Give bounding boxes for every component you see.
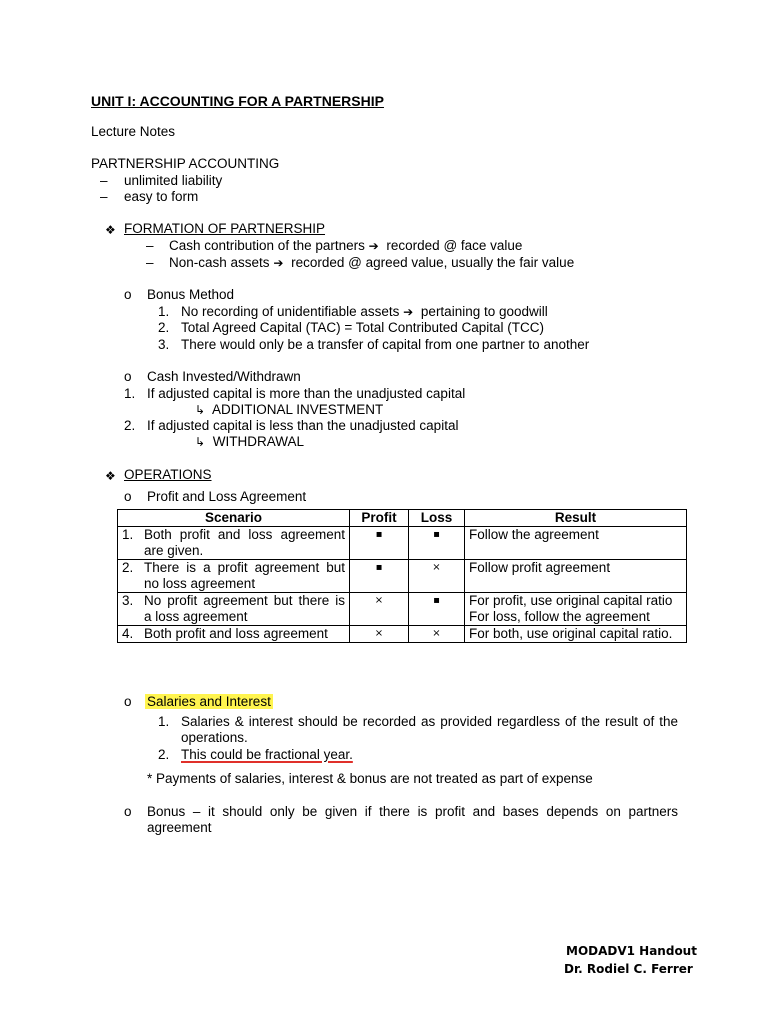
list-number: 2. [124,418,136,433]
scenario-cell: 4. Both profit and loss agreement [118,626,350,643]
bullet-easy-to-form: easy to form [124,189,199,204]
profit-cell: ▪ [350,527,409,560]
operations-heading: OPERATIONS [124,467,212,482]
hook-arrow-icon: ↳ [195,403,206,417]
arrow-icon: ➔ [368,239,379,253]
scenario-cell: 2. There is a profit agreement but no loss agreement [118,560,350,593]
bonus-paragraph: Bonus – it should only be given if there is profit and bases depends on partners agreement [147,804,678,835]
list-number: 1. [158,714,170,729]
table-row [118,593,687,626]
result-cell: Follow the agreement [465,527,687,560]
column-header: Scenario [118,510,350,527]
footer-handout: MODADV1 Handout [566,944,697,958]
arrow-icon: ➔ [403,305,414,319]
page-title: UNIT I: ACCOUNTING FOR A PARTNERSHIP [91,93,384,109]
hook-arrow-icon: ↳ [195,435,206,449]
circle-bullet: o [124,804,132,819]
scenario-cell: 3. No profit agreement but there is a loss agreement [118,593,350,626]
salaries-item-2: This could be fractional year. [181,747,353,762]
profit-cell: × [350,626,409,643]
list-number: 1. [158,304,170,319]
dash-bullet: – [100,173,108,188]
result-cell: Follow profit agreement [465,560,687,593]
diamond-bullet-icon: ❖ [105,469,116,483]
salaries-heading: Salaries and Interest [147,694,271,709]
diamond-bullet-icon: ❖ [105,223,116,237]
table-header-row [118,510,687,527]
lecture-notes-label: Lecture Notes [91,124,176,139]
loss-cell: × [409,626,465,643]
list-number: 2. [158,747,170,762]
salaries-heading-wrap [145,694,273,710]
bonus-method-item-3: There would only be a transfer of capital from one partner to another [181,337,590,352]
bonus-method-heading: Bonus Method [147,287,235,302]
bullet-unlimited-liability: unlimited liability [124,173,223,188]
table-row [118,626,687,643]
loss-cell: ▪ [409,593,465,626]
dash-bullet: – [100,189,108,204]
salaries-item-2-wrap [181,747,353,763]
footer-author: Dr. Rodiel C. Ferrer [564,962,693,976]
result-cell: For profit, use original capital ratio For loss, follow the agreement [465,593,687,626]
cash-invested-heading: Cash Invested/Withdrawn [147,369,301,384]
formation-heading: FORMATION OF PARTNERSHIP [124,221,326,236]
formation-item-1: Cash contribution of the partners ➔ recorded @ face value [169,238,523,253]
partnership-accounting-heading: PARTNERSHIP ACCOUNTING [91,156,280,171]
column-header: Result [465,510,687,527]
circle-bullet: o [124,694,132,709]
column-header: Loss [409,510,465,527]
arrow-icon: ➔ [273,256,284,270]
bonus-method-item-2: Total Agreed Capital (TAC) = Total Contributed Capital (TCC) [181,320,545,335]
circle-bullet: o [124,489,132,504]
bonus-method-item-1: No recording of unidentifiable assets ➔ pertaining to goodwill [181,304,548,319]
profit-cell: ▪ [350,560,409,593]
formation-item-2: Non-cash assets ➔ recorded @ agreed value, usually the fair value [169,255,575,270]
dash-bullet: – [146,255,154,270]
loss-cell: × [409,560,465,593]
pl-agreement-heading: Profit and Loss Agreement [147,489,307,504]
result-cell: For both, use original capital ratio. [465,626,687,643]
list-number: 2. [158,320,170,335]
loss-cell: ▪ [409,527,465,560]
cash-invested-result-1: ↳ ADDITIONAL INVESTMENT [195,402,384,417]
table-row [118,527,687,560]
scenario-cell: 1. Both profit and loss agreement are given. [118,527,350,560]
column-header: Profit [350,510,409,527]
circle-bullet: o [124,287,132,302]
cash-invested-item-2: If adjusted capital is less than the unadjusted capital [147,418,459,433]
dash-bullet: – [146,238,154,253]
cash-invested-result-2: ↳ WITHDRAWAL [195,434,305,449]
cash-invested-item-1: If adjusted capital is more than the unadjusted capital [147,386,466,401]
salaries-note: * Payments of salaries, interest & bonus are not treated as part of expense [147,771,593,786]
list-number: 3. [158,337,170,352]
profit-loss-table [117,509,687,643]
table-row [118,560,687,593]
salaries-item-1: Salaries & interest should be recorded as provided regardless of the result of the operations. [181,714,678,745]
list-number: 1. [124,386,136,401]
profit-cell: × [350,593,409,626]
circle-bullet: o [124,369,132,384]
